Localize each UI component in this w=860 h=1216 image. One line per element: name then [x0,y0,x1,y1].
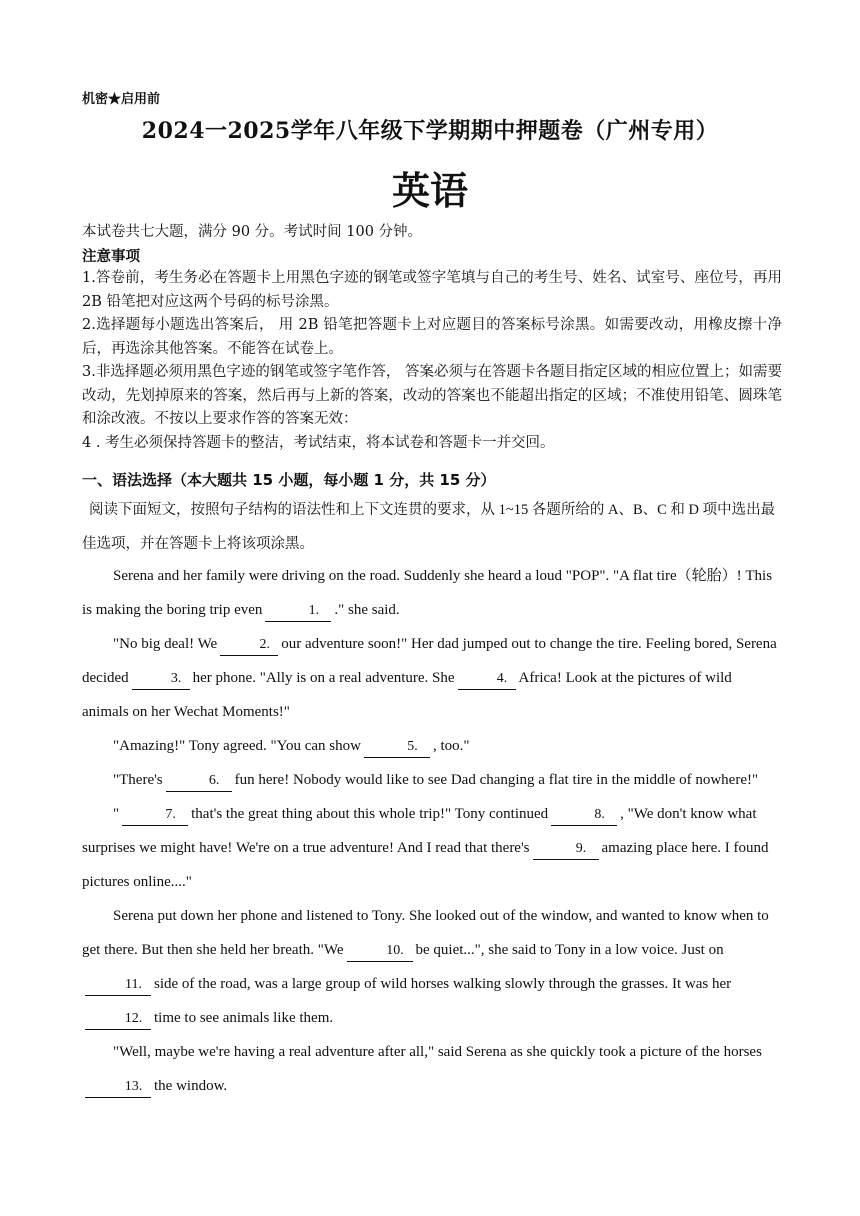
passage-text: "No big deal! We [113,636,218,652]
answer-blank: 10. [347,941,413,962]
notice-item: 2.选择题每小题选出答案后， 用 2B 铅笔把答题卡上对应题目的答案标号涂黑。如需要改动，用橡皮擦十净后，再选涂其他答案。不能答在试卷上。 [82,317,782,357]
notice-item: 3.非选择题必须用黑色字迹的钢笔或签字笔作答， 答案必须与在答题卡各题目指定区域的相应位置上；如需要改动，先划掉原来的答案，然后再与上新的答案，改动的答案也不能超出指定的区域；不准使用铅笔、圆珠笔和涂改液。不按以上要求作答的答案无效： [82,364,782,427]
answer-blank: 11. [85,975,151,996]
directions-text: 阅读下面短文，按照句子结构的语法性和上下文连贯的要求，从 1~15 各题所给的 A、B、C 和 D 项中选出最佳选项，并在答题卡上将该项涂黑。 [82,502,776,552]
passage-paragraph [82,763,782,797]
answer-blank: 2. [220,635,278,656]
section-title: 一、语法选择（本大题共 15 小题，每小题 1 分，共 15 分） [82,471,496,489]
passage-text: Serena and her family were driving on the road. Suddenly she heard a loud "POP". "A flat tire（轮胎）! This is making the boring trip even [82,568,773,618]
passage-text: Serena put down her phone and listened to Tony. She looked out of the window, and wanted to know when to get there. But then she held her breath. "We [82,908,769,958]
exam-intro: 本试卷共七大题，满分 90 分。考试时间 100 分钟。 [82,224,423,240]
passage-paragraph [82,627,782,729]
passage-text: fun here! Nobody would like to see Dad changing a flat tire in the middle of nowhere!" [234,772,759,788]
passage-text: side of the road, was a large group of wild horses walking slowly through the grasses. It was her [154,976,732,992]
passage-text: "There's [113,772,163,788]
passage-text: time to see animals like them. [154,1010,334,1026]
passage-text: amazing place here. I found pictures online...." [82,840,769,890]
passage-paragraph [82,729,782,763]
answer-blank: 13. [85,1077,151,1098]
passage-text: that's the great thing about this whole trip!" Tony continued [191,806,549,822]
passage-text: , too." [432,738,470,754]
confidential-label: 机密★启用前 [82,92,161,107]
answer-blank: 4. [458,669,516,690]
passage-text: "Amazing!" Tony agreed. "You can show [113,738,361,754]
passage-paragraph [82,1035,782,1103]
passage-text: , "We don't know what surprises we might have! We're on a true adventure! And I read that there's [82,806,757,856]
passage-text: her phone. "Ally is on a real adventure. She [192,670,455,686]
notice-list [82,267,782,455]
answer-blank: 5. [364,737,430,758]
answer-blank: 7. [122,805,188,826]
subject-title: 英语 [391,168,468,213]
answer-blank: 3. [132,669,190,690]
passage-text: "Well, maybe we're having a real adventure after all," said Serena as she quickly took a picture of the horses [113,1044,762,1060]
answer-blank: 1. [265,601,331,622]
passage-text: our adventure soon!" Her dad jumped out to change the tire. Feeling bored, Serena decided [82,636,777,686]
passage-paragraph [82,559,782,627]
section-directions [82,493,782,561]
answer-blank: 6. [166,771,232,792]
exam-title: 2024一2025学年八年级下学期期中押题卷（广州专用） [141,118,719,144]
notice-item: 1.答卷前，考生务必在答题卡上用黑色字迹的钢笔或签字笔填与自己的考生号、姓名、试室号、座位号，再用 2B 铅笔把对应这两个号码的标号涂黑。 [82,270,782,310]
notice-heading: 注意事项 [82,248,140,265]
passage-paragraph [82,899,782,1035]
passage-paragraph [82,797,782,899]
answer-blank: 9. [533,839,599,860]
answer-blank: 12. [85,1009,151,1030]
passage-text: be quiet...", she said to Tony in a low voice. Just on [415,942,724,958]
reading-passage [82,559,782,1103]
passage-text: Africa! Look at the pictures of wild animals on her Wechat Moments!" [82,670,732,720]
passage-text: ." she said. [334,602,400,618]
answer-blank: 8. [551,805,617,826]
passage-text: " [113,806,120,822]
notice-item: 4 . 考生必须保持答题卡的整洁，考试结束，将本试卷和答题卡一并交回。 [82,434,555,451]
passage-text: the window. [154,1078,228,1094]
